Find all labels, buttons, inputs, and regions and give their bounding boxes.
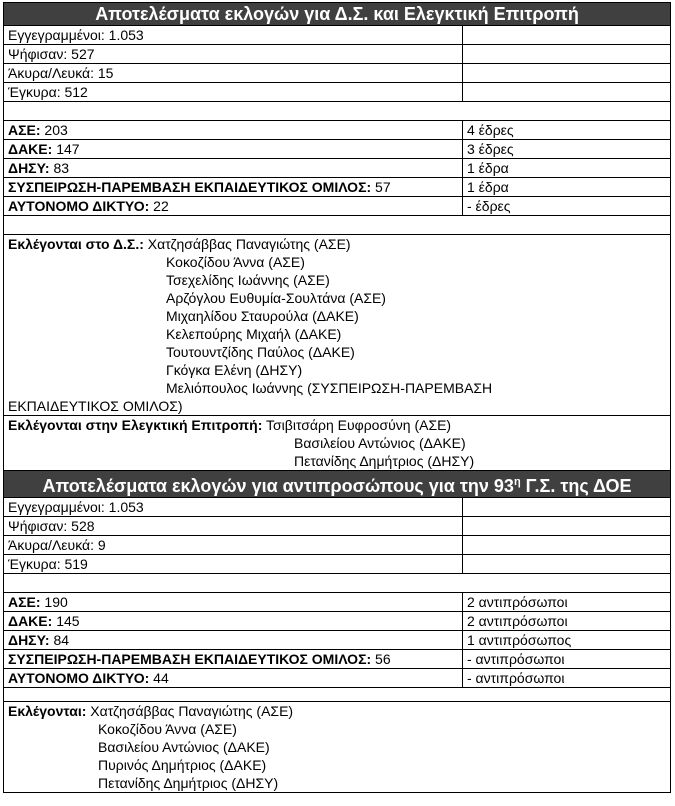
s2-stat-invalid: Άκυρα/Λευκά: 9 (4, 536, 463, 555)
s1-committee-row (4, 416, 671, 471)
s2-result-ase: ΑΣΕ: 190 (4, 593, 463, 612)
elected-representative: Πυρινός Δημήτριος (ΔΑΚΕ) (98, 757, 267, 773)
s1-result-disy: ΔΗΣΥ: 83 (4, 159, 463, 178)
elected-member-justified: Μελιόπουλος Ιωάννης (ΣΥΣΠΕΙΡΩΣΗ-ΠΑΡΕΜΒΑΣΗ (166, 380, 493, 396)
s1-result-dake: ΔΑΚΕ: 147 (4, 140, 463, 159)
s1-result-row (4, 140, 671, 159)
s1-stat-valid: Έγκυρα: 512 (4, 83, 463, 102)
s1-stat-row (4, 83, 671, 102)
section1-header-row (4, 3, 671, 26)
elected-member: Μιχαηλίδου Σταυρούλα (ΔΑΚΕ) (166, 308, 359, 324)
blank-row (4, 574, 671, 593)
s1-stat-registered: Εγγεγραμμένοι: 1.053 (4, 26, 463, 45)
s2-stat-voted: Ψήφισαν: 528 (4, 517, 463, 536)
s1-seats-dake: 3 έδρες (463, 140, 671, 159)
s2-stat-valid: Έγκυρα: 519 (4, 555, 463, 574)
section1-title: Αποτελέσματα εκλογών για Δ.Σ. και Ελεγκτική Επιτροπή (4, 3, 671, 26)
committee-member: Βασιλείου Αντώνιος (ΔΑΚΕ) (294, 435, 466, 451)
elected-member: Τουτουντζίδης Παύλος (ΔΑΚΕ) (166, 344, 355, 360)
elected-member: Αρζόγλου Ευθυμία-Σουλτάνα (ΑΣΕ) (166, 290, 386, 306)
s2-result-row (4, 593, 671, 612)
s1-stat-row (4, 45, 671, 64)
elected-member: Κελεπούρης Μιχαήλ (ΔΑΚΕ) (166, 326, 342, 342)
s1-stat-voted: Ψήφισαν: 527 (4, 45, 463, 64)
s2-reps-autonomo: - αντιπρόσωποι (463, 669, 671, 688)
elected-representative: Χατζησάββας Παναγιώτης (ΑΣΕ) (90, 703, 294, 719)
s2-stat-row (4, 555, 671, 574)
section2-title: Αποτελέσματα εκλογών για αντιπροσώπους για την $93^\eta$ Γ.Σ. της ΔΟΕ (4, 471, 671, 498)
s2-result-dake: ΔΑΚΕ: 145 (4, 612, 463, 631)
s1-stat-row (4, 64, 671, 83)
s1-result-autonomo: ΑΥΤΟΝΟΜΟ ΔΙΚΤΥΟ: 22 (4, 197, 463, 216)
committee-member: Πετανίδης Δημήτριος (ΔΗΣΥ) (294, 453, 475, 469)
results-table (3, 2, 671, 793)
s2-result-autonomo: ΑΥΤΟΝΟΜΟ ΔΙΚΤΥΟ: 44 (4, 669, 463, 688)
blank-row (4, 102, 671, 121)
s2-elected-cell (4, 702, 671, 793)
elected-representative: Βασιλείου Αντώνιος (ΔΑΚΕ) (98, 739, 270, 755)
s1-stat-invalid: Άκυρα/Λευκά: 15 (4, 64, 463, 83)
elected-member: Τσεχελίδης Ιωάννης (ΑΣΕ) (166, 272, 330, 288)
elected-member: Κοκοζίδου Άννα (ΑΣΕ) (166, 254, 305, 270)
results-document (3, 2, 670, 793)
s2-stat-registered: Εγγεγραμμένοι: 1.053 (4, 498, 463, 517)
s1-result-syspeirosi: ΣΥΣΠΕΙΡΩΣΗ-ΠΑΡΕΜΒΑΣΗ ΕΚΠΑΙΔΕΥΤΙΚΟΣ ΟΜΙΛΟΣ: 57 (4, 178, 463, 197)
s2-result-row (4, 612, 671, 631)
s2-stat-row (4, 536, 671, 555)
s2-result-disy: ΔΗΣΥ: 84 (4, 631, 463, 650)
s2-elected-label: Εκλέγονται: (8, 703, 87, 719)
s2-result-row (4, 650, 671, 669)
s2-reps-ase: 2 αντιπρόσωποι (463, 593, 671, 612)
s1-result-row (4, 197, 671, 216)
s1-result-row (4, 121, 671, 140)
s1-result-ase: ΑΣΕ: 203 (4, 121, 463, 140)
s1-board-cell (4, 235, 671, 416)
s1-result-row (4, 159, 671, 178)
s2-result-syspeirosi: ΣΥΣΠΕΙΡΩΣΗ-ΠΑΡΕΜΒΑΣΗ ΕΚΠΑΙΔΕΥΤΙΚΟΣ ΟΜΙΛΟΣ: 56 (4, 650, 463, 669)
s1-committee-cell (4, 416, 671, 471)
elected-member: Γκόγκα Ελένη (ΔΗΣΥ) (166, 362, 303, 378)
s1-result-row (4, 178, 671, 197)
s1-committee-label: Εκλέγονται στην Ελεγκτική Επιτροπή: (8, 417, 263, 433)
s2-elected-row (4, 702, 671, 793)
blank-row (4, 688, 671, 702)
blank-row (4, 216, 671, 235)
s2-result-row (4, 669, 671, 688)
s1-board-row (4, 235, 671, 416)
s1-seats-ase: 4 έδρες (463, 121, 671, 140)
section2-header-row (4, 471, 671, 498)
elected-representative: Κοκοζίδου Άννα (ΑΣΕ) (98, 721, 237, 737)
s1-seats-disy: 1 έδρα (463, 159, 671, 178)
elected-representative: Πετανίδης Δημήτριος (ΔΗΣΥ) (98, 775, 279, 791)
s1-seats-autonomo: - έδρες (463, 197, 671, 216)
elected-member: Χατζησάββας Παναγιώτης (ΑΣΕ) (147, 236, 351, 252)
s1-stat-row (4, 26, 671, 45)
s2-reps-dake: 2 αντιπρόσωποι (463, 612, 671, 631)
s2-stat-row (4, 498, 671, 517)
s2-stat-row (4, 517, 671, 536)
s2-reps-disy: 1 αντιπρόσωπος (463, 631, 671, 650)
s2-result-row (4, 631, 671, 650)
s1-board-label: Εκλέγονται στο Δ.Σ.: (8, 236, 144, 252)
elected-member-continuation: ΕΚΠΑΙΔΕΥΤΙΚΟΣ ΟΜΙΛΟΣ) (8, 398, 183, 414)
s1-seats-syspeirosi: 1 έδρα (463, 178, 671, 197)
committee-member: Τσιβιτσάρη Ευφροσύνη (ΑΣΕ) (266, 417, 452, 433)
s2-reps-syspeirosi: - αντιπρόσωποι (463, 650, 671, 669)
